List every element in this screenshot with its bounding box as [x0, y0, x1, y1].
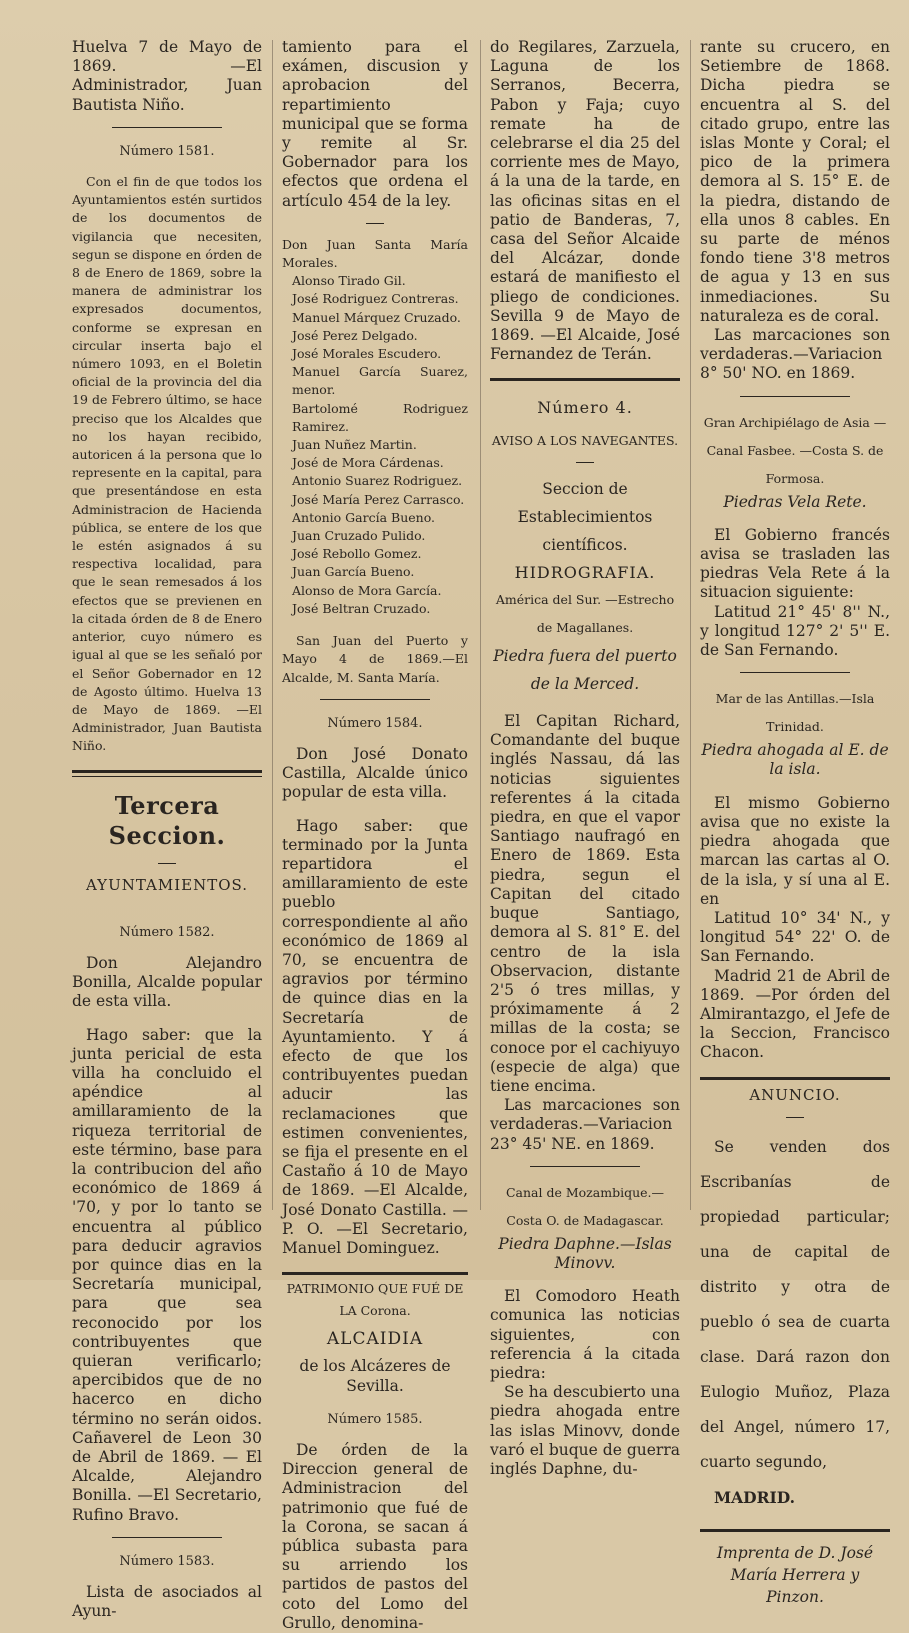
divider	[158, 863, 176, 864]
merced-bearings: Las marcaciones son verdaderas.—Variacion 23° 45' NE. en 1869.	[490, 1096, 680, 1153]
list-item: Juan García Bueno.	[292, 564, 415, 580]
list-item: Antonio Suarez Rodriguez.	[292, 473, 463, 489]
merced-heading: Piedra fuera del puerto de la Merced.	[493, 647, 677, 694]
list-item: Alonso Tirado Gil.	[292, 273, 406, 289]
ayuntamientos-heading: AYUNTAMIENTOS.	[85, 875, 249, 894]
divider	[740, 672, 850, 673]
list-item: Manuel Márquez Cruzado.	[292, 309, 461, 325]
madrid-label: MADRID.	[714, 1487, 796, 1507]
list-item: Juan Nuñez Martin.	[292, 437, 417, 453]
notice-1581-heading: Número 1581.	[119, 143, 215, 159]
list-item: José María Perez Carrasco.	[292, 491, 465, 507]
list-item: Juan Cruzado Pulido.	[292, 528, 426, 544]
anuncio-body: Se venden dos Escribanías de propiedad particular; una de capital de distrito y otra de pueblo ó sea de cuarta clase. Dará razon don Eulogio Muñoz, Plaza del Angel, número 17, cuarto segundo,	[700, 1137, 890, 1471]
madrid-signature: Madrid 21 de Abril de 1869. —Por órden del Almirantazgo, el Jefe de la Seccion, Francisco Chacon.	[700, 966, 890, 1062]
list-item: José Rodriguez Contreras.	[292, 291, 459, 307]
notice-1585-body: De órden de la Direccion general de Administracion del patrimonio que fué de la Corona, se sacan á pública subasta para su arriendo los partidos de pastos del coto del Lomo del Grullo, denomina-	[282, 1441, 468, 1632]
daphne-body-2: Se ha descubierto una piedra ahogada entre las islas Minovv, donde varó el buque de guerra inglés Daphne, du-	[490, 1383, 680, 1478]
notice-1584-title: Don José Donato Castilla, Alcalde único popular de esta villa.	[282, 744, 468, 802]
divider	[530, 1166, 640, 1167]
opening-signature: Huelva 7 de Mayo de 1869. —El Administrador, Juan Bautista Niño.	[72, 38, 262, 114]
hidrografia-heading: HIDROGRAFIA.	[514, 562, 656, 582]
list-item: José Morales Escudero.	[292, 346, 442, 362]
section-rule	[282, 1272, 468, 1275]
ahogada-heading: Piedra ahogada al E. de la isla.	[701, 741, 889, 779]
bearings: Las marcaciones son verdaderas.—Variacion 8° 50' NO. en 1869.	[700, 326, 890, 383]
vela-rete-body: El Gobierno francés avisa se trasladen las piedras Vela Rete á la situacion siguiente:	[700, 525, 890, 602]
list-item: Don Juan Santa María Morales.	[282, 236, 468, 271]
list-item: Manuel García Suarez, menor.	[292, 364, 468, 398]
notice-1583-heading: Número 1583.	[119, 1553, 215, 1569]
notice-1583-body: Lista de asociados al Ayun-	[72, 1583, 262, 1621]
notice-4-heading: Número 4.	[537, 398, 633, 418]
notice-1582-title: Don Alejandro Bonilla, Alcalde popular de esta villa.	[72, 953, 262, 1011]
imprenta-footer: Imprenta de D. José María Herrera y Pinzon.	[716, 1543, 874, 1606]
list-item: Alonso de Mora García.	[292, 582, 442, 598]
column-divider	[272, 40, 273, 1210]
notice-1582-heading: Número 1582.	[119, 924, 215, 940]
divider	[786, 1117, 804, 1118]
divider	[112, 1537, 222, 1538]
column-divider	[480, 40, 481, 1210]
list-item: Bartolomé Rodriguez Ramirez.	[292, 400, 468, 434]
anuncio-heading: ANUNCIO.	[749, 1085, 841, 1104]
notice-1581-body: Con el fin de que todos los Ayuntamientos estén surtidos de los documentos de vigilancia que necesiten, segun se dispone en órden de 8 de Enero de 1869, sobre la manera de administrar los expresados documentos, conforme se expresan en circular inserta bajo el número 1093, en el Boletin oficial de la provincia del dia 19 de Febrero último, se hace preciso que los Alcaldes que no los hayan recibido, autoricen á la persona que lo represente en la capital, para que presentándose en esta Administracion de Hacienda pública, se entere de los que le estén asignados á su respectiva localidad, para que le sean remesados á los efectos que se previenen en la citada órden de 8 de Enero anterior, cuyo número es igual al que se les señaló por el Señor Gobernador en 12 de Agosto último. Huelva 13 de Mayo de 1869. —El Administrador, Juan Bautista Niño.	[72, 174, 262, 754]
list-item: José Rebollo Gomez.	[292, 546, 422, 562]
divider	[576, 462, 594, 463]
continued-text: rante su crucero, en Setiembre de 1868. Dicha piedra se encuentra al S. del citado grupo, entre las islas Monte y Coral; el pico de la primera demora al S. 15° E. de la piedra, distando de ella unos 8 cables. En su parte de ménos fondo tiene 3'8 metros de agua y 13 en sus inmediaciones. Su naturaleza es de coral.	[700, 38, 890, 325]
list-item: José de Mora Cárdenas.	[292, 455, 444, 471]
notice-1584-heading: Número 1584.	[327, 715, 423, 731]
section-title: Tercera Seccion.	[108, 790, 226, 850]
asia-heading: Gran Archipiélago de Asia —Canal Fasbee. —Costa S. de Formosa.	[703, 414, 887, 486]
divider	[112, 127, 222, 128]
column-3	[490, 38, 680, 1479]
daphne-body: El Comodoro Heath comunica las noticias siguientes, con referencia á la citada piedra:	[490, 1287, 680, 1382]
member-list	[282, 236, 468, 618]
mozambique-heading: Canal de Mozambique.—Costa O. de Madagascar.	[505, 1184, 664, 1228]
list-item: José Beltran Cruzado.	[292, 600, 431, 616]
vela-rete-position: Latitud 21° 45' 8'' N., y longitud 127° 2' 5'' E. de San Fernando.	[700, 602, 890, 660]
antillas-heading: Mar de las Antillas.—Isla Trinidad.	[715, 691, 875, 735]
america-heading: América del Sur. —Estrecho de Magallanes.	[495, 592, 675, 636]
column-4	[700, 38, 890, 1608]
column-divider	[690, 40, 691, 1210]
divider	[740, 396, 850, 397]
seccion-heading: Seccion de Establecimientos científicos.	[517, 479, 653, 554]
divider	[320, 699, 430, 700]
section-rule	[490, 378, 680, 381]
section-rule	[700, 1529, 890, 1532]
notice-1585-heading: Número 1585.	[327, 1411, 423, 1427]
vela-rete-heading: Piedras Vela Rete.	[723, 492, 867, 511]
column-2	[282, 38, 468, 1633]
merced-body: El Capitan Richard, Comandante del buque inglés Nassau, dá las noticias siguientes referentes á la citada piedra, en que el vapor Santiago naufragó en Enero de 1869. Esta piedra, segun el Capitan del citado buque Santiago, demora al S. 81° E. del centro de la isla Observacion, distante 2'5 ó tres millas, y próximamente á 2 millas de la costa; se conoce por el cachiyuyo (especie de alga) que tiene encima.	[490, 712, 680, 1095]
column-1	[72, 38, 262, 1621]
daphne-heading: Piedra Daphne.—Islas Minovv.	[498, 1234, 672, 1272]
list-item: José Perez Delgado.	[292, 327, 418, 343]
continued-text: tamiento para el exámen, discusion y aprobacion del repartimiento municipal que se forma y remite al Sr. Gobernador para los efectos que ordena el artículo 454 de la ley.	[282, 38, 468, 210]
alcaidia-heading: ALCAIDIA	[326, 1329, 424, 1350]
list-closing: San Juan del Puerto y Mayo 4 de 1869.—El Alcalde, M. Santa María.	[282, 633, 468, 685]
aviso-heading: AVISO A LOS NAVEGANTES.	[491, 432, 679, 448]
ahogada-body: El mismo Gobierno avisa que no existe la piedra ahogada que marcan las cartas al O. de la isla, y sí una al E. en	[700, 793, 890, 908]
list-item: Antonio García Bueno.	[292, 509, 435, 525]
ahogada-position: Latitud 10° 34' N., y longitud 54° 22' O. de San Fernando.	[700, 908, 890, 966]
anuncio-content	[700, 1130, 890, 1515]
section-rule	[72, 770, 262, 773]
continued-text: do Regilares, Zarzuela, Laguna de los Serranos, Becerra, Pabon y Faja; cuyo remate ha de celebrarse el dia 25 del corriente mes de Mayo, á la una de la tarde, en las oficinas sitas en el patio de Banderas, 7, casa del Señor Alcaide del Alcázar, donde estará de manifiesto el pliego de condiciones. Sevilla 9 de Mayo de 1869. —El Alcaide, José Fernandez de Terán.	[490, 38, 680, 364]
section-rule-thin	[72, 776, 262, 777]
notice-1584-body: Hago saber: que terminado por la Junta repartidora el amillaramiento de este pueblo correspondiente al año económico de 1869 al 70, se encuentra de agravios por término de quince dias en la Secretaría de Ayuntamiento. Y á efecto de que los contribuyentes puedan aducir las reclamaciones que estimen convenientes, se fija el presente en el Castaño á 10 de Mayo de 1869. —El Alcalde, José Donato Castilla. —P. O. —El Secretario, Manuel Dominguez.	[282, 816, 468, 1257]
alcazares-subheading: de los Alcázeres de Sevilla.	[299, 1357, 451, 1395]
section-rule	[700, 1077, 890, 1080]
notice-1582-body: Hago saber: que la junta pericial de esta villa ha concluido el apéndice al amillaramiento de la riqueza territorial de este término, base para la contribucion del año económico de 1869 á '70, y por lo tanto se encuentra al público para deducir agravios por quince dias en la Secretaría municipal, para que sea reconocido por los contribuyentes que quieran verificarlo; apercibidos que de no hacerco en dicho término no serán oidos. Cañaverel de Leon 30 de Abril de 1869. — El Alcalde, Alejandro Bonilla. —El Secretario, Rufino Bravo.	[72, 1025, 262, 1524]
divider	[366, 223, 384, 224]
patrimonio-heading: PATRIMONIO QUE FUÉ DE LA Corona.	[286, 1281, 464, 1319]
